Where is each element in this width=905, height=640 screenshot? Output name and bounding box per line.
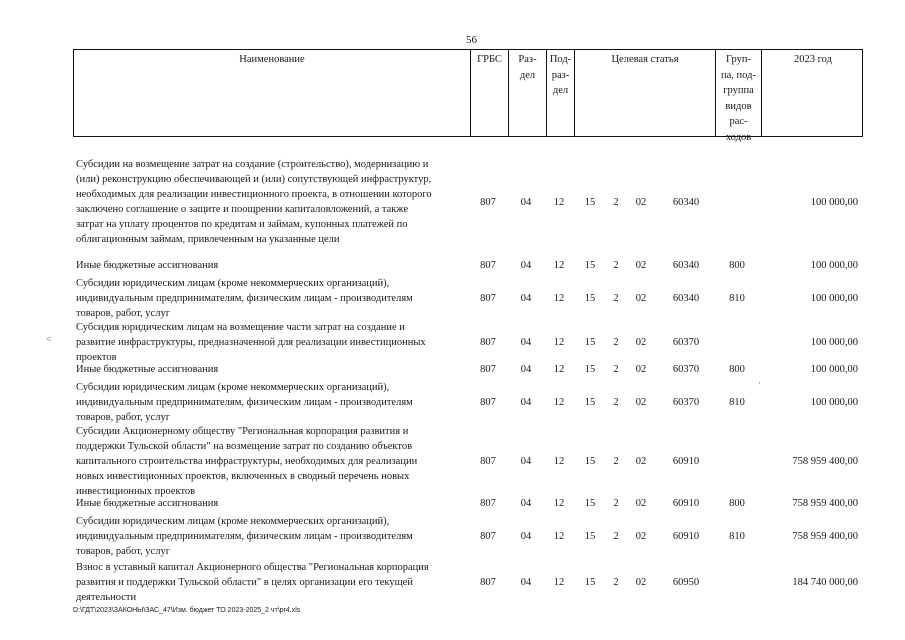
cell-rz: 04: [520, 293, 532, 304]
cell-pr: 12: [553, 197, 565, 208]
cell-c2: 2: [613, 260, 619, 271]
cell-c2: 2: [613, 456, 619, 467]
header-target: Целевая статья: [574, 50, 715, 136]
cell-c1: 15: [584, 531, 596, 542]
cell-c3: 02: [635, 498, 647, 509]
cell-rz: 04: [520, 260, 532, 271]
row-name-line: Субсидии на возмещение затрат на создание (строительство), модернизацию и: [76, 159, 429, 170]
file-path-footer: D:\ГДТ\2023\ЗАКОНЫ\ЗАС_47\Изм. бюджет ТО 2023-2025_2 чт\pr4.xls: [73, 607, 301, 614]
table-row: [73, 380, 863, 425]
cell-rz: 04: [520, 577, 532, 588]
table-row: [73, 258, 863, 273]
cell-pr: 12: [553, 293, 565, 304]
header-podrazdel: Под- раз- дел: [546, 50, 574, 136]
row-name: [76, 157, 469, 247]
cell-grbs: 807: [480, 337, 496, 348]
row-name-line: облигационным займам, привлеченным на указанные цели: [76, 234, 340, 245]
cell-c2: 2: [613, 293, 619, 304]
cell-amount: 184 740 000,00: [792, 577, 858, 588]
cell-c2: 2: [613, 197, 619, 208]
table-header: [73, 49, 863, 143]
row-name-line: товаров, работ, услуг: [76, 412, 171, 423]
cell-c4: 60340: [672, 260, 700, 271]
row-name-line: капитального строительства инфраструктуры, необходимых для реализации: [76, 456, 418, 467]
row-name-line: индивидуальным предпринимателям, физическим лицам - производителям: [76, 293, 413, 304]
cell-rz: 04: [520, 456, 532, 467]
cell-amount: 100 000,00: [810, 293, 858, 304]
cell-amount: 758 959 400,00: [792, 531, 858, 542]
row-name-line: новых инвестиционных проектов, включенных в сводный перечень новых: [76, 471, 410, 482]
cell-c4: 60910: [672, 456, 700, 467]
row-name-line: заключено соглашение о защите и поощрении капиталовложений, а также: [76, 204, 409, 215]
cell-vr: 800: [729, 498, 745, 509]
header-razdel: Раз- дел: [508, 50, 546, 136]
page-number: 56: [466, 34, 477, 46]
cell-c3: 02: [635, 531, 647, 542]
row-name-line: Взнос в уставный капитал Акционерного общества "Региональная корпорация: [76, 562, 429, 573]
table-row: [73, 157, 863, 247]
cell-c3: 02: [635, 197, 647, 208]
row-name-line: Субсидии юридическим лицам (кроме некоммерческих организаций),: [76, 382, 390, 393]
cell-rz: 04: [520, 397, 532, 408]
cell-c3: 02: [635, 337, 647, 348]
cell-c1: 15: [584, 397, 596, 408]
cell-c1: 15: [584, 337, 596, 348]
row-name: [76, 276, 469, 321]
row-name: [76, 514, 469, 559]
row-name-line: индивидуальным предпринимателям, физическим лицам - производителям: [76, 397, 413, 408]
cell-pr: 12: [553, 260, 565, 271]
cell-c2: 2: [613, 577, 619, 588]
row-name-line: Иные бюджетные ассигнования: [76, 260, 219, 271]
table-row: [73, 424, 863, 499]
cell-vr: 800: [729, 364, 745, 375]
cell-c4: 60340: [672, 293, 700, 304]
cell-c1: 15: [584, 498, 596, 509]
row-name-line: Иные бюджетные ассигнования: [76, 364, 219, 375]
cell-c3: 02: [635, 577, 647, 588]
cell-rz: 04: [520, 364, 532, 375]
cell-vr: 800: [729, 260, 745, 271]
row-name-line: поддержки Тульской области" на возмещение затрат по созданию объектов: [76, 441, 413, 452]
row-name: [76, 496, 469, 511]
cell-grbs: 807: [480, 498, 496, 509]
row-name-line: товаров, работ, услуг: [76, 546, 171, 557]
cell-rz: 04: [520, 498, 532, 509]
table-row: [73, 276, 863, 321]
cell-amount: 100 000,00: [810, 260, 858, 271]
cell-pr: 12: [553, 364, 565, 375]
cell-c2: 2: [613, 397, 619, 408]
cell-c4: 60370: [672, 397, 700, 408]
cell-c4: 60370: [672, 364, 700, 375]
cell-pr: 12: [553, 397, 565, 408]
cell-c3: 02: [635, 260, 647, 271]
table-row: [73, 362, 863, 377]
row-name-line: развития и поддержки Тульской области" в целях организации его текущей: [76, 577, 413, 588]
cell-c4: 60370: [672, 337, 700, 348]
cell-grbs: 807: [480, 364, 496, 375]
cell-c1: 15: [584, 293, 596, 304]
row-name-line: инвестиционных проектов: [76, 486, 196, 497]
row-name-line: Субсидии юридическим лицам (кроме некоммерческих организаций),: [76, 278, 390, 289]
row-name: [76, 380, 469, 425]
table-row: [73, 514, 863, 559]
cell-amount: 100 000,00: [810, 337, 858, 348]
table-row: [73, 320, 863, 365]
cell-c3: 02: [635, 397, 647, 408]
row-name: [76, 424, 469, 499]
cell-c3: 02: [635, 293, 647, 304]
cell-c2: 2: [613, 337, 619, 348]
cell-c3: 02: [635, 456, 647, 467]
row-name-line: проектов: [76, 352, 117, 363]
cell-c4: 60950: [672, 577, 700, 588]
row-name-line: (или) реконструкцию обеспечивающей и (или) сопутствующей инфраструктур,: [76, 174, 432, 185]
row-name-line: индивидуальным предпринимателям, физическим лицам - производителям: [76, 531, 413, 542]
header-year: 2023 год: [761, 50, 864, 136]
cell-c1: 15: [584, 364, 596, 375]
cell-vr: 810: [729, 531, 745, 542]
table-row: [73, 560, 863, 605]
cell-c1: 15: [584, 577, 596, 588]
cell-grbs: 807: [480, 456, 496, 467]
cell-c4: 60340: [672, 197, 700, 208]
scan-mark: ˂: [46, 334, 52, 344]
cell-vr: 810: [729, 397, 745, 408]
cell-amount: 100 000,00: [810, 197, 858, 208]
cell-rz: 04: [520, 531, 532, 542]
cell-rz: 04: [520, 197, 532, 208]
cell-amount: 100 000,00: [810, 397, 858, 408]
row-name: [76, 362, 469, 377]
cell-grbs: 807: [480, 293, 496, 304]
row-name-line: Субсидии Акционерному обществу "Региональная корпорация развития и: [76, 426, 409, 437]
header-name: Наименование: [239, 54, 305, 65]
cell-c2: 2: [613, 498, 619, 509]
cell-rz: 04: [520, 337, 532, 348]
cell-c4: 60910: [672, 498, 700, 509]
header-group: Груп- па, под- группа видов рас- ходов: [715, 50, 761, 136]
row-name-line: развитие инфраструктуры, предназначенной для реализации инвестиционных: [76, 337, 426, 348]
cell-c2: 2: [613, 531, 619, 542]
row-name: [76, 320, 469, 365]
row-name: [76, 560, 469, 605]
cell-pr: 12: [553, 531, 565, 542]
row-name-line: затрат на уплату процентов по кредитам и займам, купонных платежей по: [76, 219, 408, 230]
row-name-line: товаров, работ, услуг: [76, 308, 171, 319]
row-name-line: деятельности: [76, 592, 137, 603]
row-name: [76, 258, 469, 273]
cell-c1: 15: [584, 197, 596, 208]
cell-c1: 15: [584, 456, 596, 467]
cell-pr: 12: [553, 577, 565, 588]
cell-grbs: 807: [480, 397, 496, 408]
cell-grbs: 807: [480, 197, 496, 208]
cell-pr: 12: [553, 337, 565, 348]
cell-c4: 60910: [672, 531, 700, 542]
scan-mark: ·: [758, 378, 761, 388]
row-name-line: Субсидии юридическим лицам (кроме некоммерческих организаций),: [76, 516, 390, 527]
row-name-line: Субсидия юридическим лицам на возмещение части затрат на создание и: [76, 322, 405, 333]
table-row: [73, 496, 863, 511]
cell-c1: 15: [584, 260, 596, 271]
cell-grbs: 807: [480, 531, 496, 542]
cell-grbs: 807: [480, 577, 496, 588]
cell-grbs: 807: [480, 260, 496, 271]
cell-c2: 2: [613, 364, 619, 375]
header-grbs: ГРБС: [470, 50, 508, 136]
row-name-line: необходимых для реализации инвестиционного проекта, в отношении которого: [76, 189, 432, 200]
cell-pr: 12: [553, 456, 565, 467]
cell-amount: 100 000,00: [810, 364, 858, 375]
cell-amount: 758 959 400,00: [792, 456, 858, 467]
row-name-line: Иные бюджетные ассигнования: [76, 498, 219, 509]
cell-vr: 810: [729, 293, 745, 304]
cell-pr: 12: [553, 498, 565, 509]
cell-amount: 758 959 400,00: [792, 498, 858, 509]
cell-c3: 02: [635, 364, 647, 375]
